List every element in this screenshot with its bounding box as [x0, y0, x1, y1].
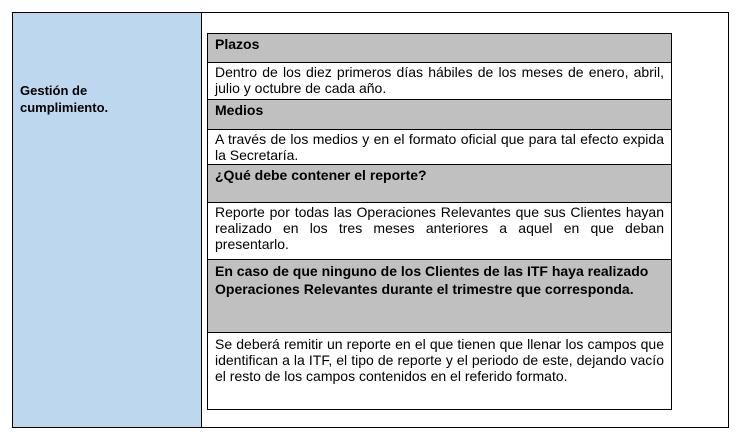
compliance-table [12, 12, 729, 428]
section-heading-contenido: ¿Qué debe contener el reporte? [208, 165, 671, 203]
category-cell [13, 13, 202, 427]
section-heading-plazos: Plazos [208, 34, 671, 63]
section-body-sin-operaciones: Se deberá remitir un reporte en el que tienen que llenar los campos que identifican a la ITF, el tipo de reporte y el periodo de este, dejando vacío el resto de los campos contenidos en el referido formato. [208, 333, 671, 409]
details-cell [202, 13, 728, 427]
section-body-contenido: Reporte por todas las Operaciones Relevantes que sus Clientes hayan realizado en los tres meses anteriores a aquel en que deban presentarlo. [208, 203, 671, 260]
details-table [207, 33, 672, 410]
section-heading-medios: Medios [208, 100, 671, 130]
category-label: Gestión de cumplimiento. [20, 83, 109, 115]
section-heading-sin-operaciones: En caso de que ninguno de los Clientes de las ITF haya realizado Operaciones Relevantes durante el trimestre que corresponda. [208, 260, 671, 333]
section-body-medios: A través de los medios y en el formato oficial que para tal efecto expida la Secretaría. [208, 130, 671, 165]
section-body-plazos: Dentro de los diez primeros días hábiles de los meses de enero, abril, julio y octubre de cada año. [208, 63, 671, 100]
